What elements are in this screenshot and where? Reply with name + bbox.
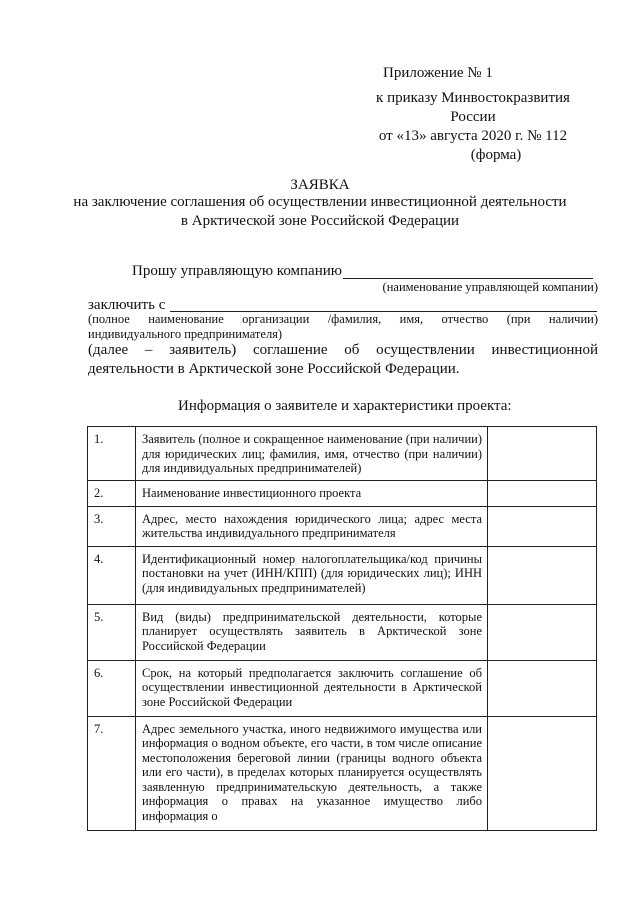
row-value-cell[interactable]	[488, 660, 597, 716]
row-value-cell[interactable]	[488, 480, 597, 506]
annex-order-line: к приказу Минвостокразвития	[376, 90, 570, 106]
organization-hint-line1: (полное наименование организации /фамилия, имя, отчество (при наличии)	[88, 312, 598, 326]
table-row	[88, 506, 597, 546]
row-value-cell[interactable]	[488, 546, 597, 604]
row-number: 1.	[88, 427, 136, 481]
document-subtitle-line1: на заключение соглашения об осуществлении инвестиционной деятельности	[73, 194, 567, 210]
row-value-cell[interactable]	[488, 506, 597, 546]
organization-hint-line2: индивидуального предпринимателя)	[88, 327, 283, 341]
table-row	[88, 427, 597, 481]
row-description: Идентификационный номер налогоплательщика/код причины постановки на учет (ИНН/КПП) (для юридических лиц); ИНН (для индивидуальных предпринимателей)	[136, 546, 488, 604]
row-number: 7.	[88, 716, 136, 830]
row-description: Адрес земельного участка, иного недвижимого имущества или информация о водном объекте, его части, в том числе описание местоположения береговой линии (границы водного объекта или его части), в пределах которых планируется осуществлять заявленную предпринимательскую деятельность, а также информация о правах на указанное имущество либо информация о	[136, 716, 488, 830]
annex-ministry-line: России	[450, 109, 496, 125]
table-row	[88, 546, 597, 604]
continuation-line2: деятельности в Арктической зоне Российской Федерации.	[88, 361, 460, 377]
row-value-cell[interactable]	[488, 716, 597, 830]
row-description: Срок, на который предполагается заключить соглашение об осуществлении инвестиционной деятельности в Арктической зоне Российской Федерации	[136, 660, 488, 716]
annex-number: Приложение № 1	[383, 65, 493, 81]
request-prompt: Прошу управляющую компанию	[132, 263, 342, 279]
table-row	[88, 716, 597, 830]
conclude-label: заключить с	[88, 297, 166, 313]
table-row	[88, 480, 597, 506]
annex-date-line: от «13» августа 2020 г. № 112	[378, 128, 568, 144]
company-hint: (наименование управляющей компании)	[382, 280, 598, 294]
section-title: Информация о заявителе и характеристики проекта:	[178, 398, 512, 414]
row-description: Вид (виды) предпринимательской деятельности, которые планирует осуществлять заявитель в Арктической зоне Российской Федерации	[136, 604, 488, 660]
document-subtitle-line2: в Арктической зоне Российской Федерации	[180, 213, 460, 229]
applicant-info-table	[87, 426, 597, 831]
row-number: 3.	[88, 506, 136, 546]
row-value-cell[interactable]	[488, 427, 597, 481]
row-description: Наименование инвестиционного проекта	[136, 480, 488, 506]
row-description: Адрес, место нахождения юридического лица; адрес места жительства индивидуального предпринимателя	[136, 506, 488, 546]
document-title: ЗАЯВКА	[290, 177, 350, 193]
row-value-cell[interactable]	[488, 604, 597, 660]
row-description: Заявитель (полное и сокращенное наименование (при наличии) для юридических лиц; фамилия, имя, отчество (при наличии) для индивидуальных предпринимателей)	[136, 427, 488, 481]
continuation-line1: (далее – заявитель) соглашение об осуществлении инвестиционной	[88, 342, 598, 358]
row-number: 4.	[88, 546, 136, 604]
row-number: 5.	[88, 604, 136, 660]
company-blank-line[interactable]	[343, 278, 593, 279]
table-row	[88, 660, 597, 716]
row-number: 6.	[88, 660, 136, 716]
row-number: 2.	[88, 480, 136, 506]
table-row	[88, 604, 597, 660]
annex-form-label: (форма)	[470, 147, 522, 163]
